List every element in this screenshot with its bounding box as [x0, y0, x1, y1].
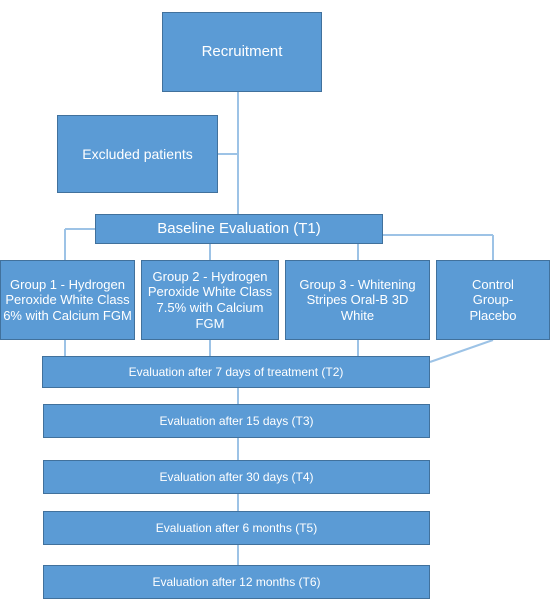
excluded-patients-box	[57, 115, 218, 193]
recruitment-box	[162, 12, 322, 92]
evaluation-t2-box	[42, 356, 430, 388]
evaluation-t5-label: Evaluation after 6 months (T5)	[155, 520, 318, 535]
group1-box	[0, 260, 135, 340]
excluded-patients-label: Excluded patients	[82, 145, 193, 162]
evaluation-t4-label: Evaluation after 30 days (T4)	[159, 469, 314, 484]
control-group-box	[436, 260, 550, 340]
evaluation-t3-box	[43, 404, 430, 438]
group1-label: Group 1 - Hydrogen Peroxide White Class 6% with Calcium FGM	[3, 276, 132, 323]
recruitment-label: Recruitment	[201, 43, 283, 60]
evaluation-t4-box	[43, 460, 430, 494]
control-group-label: Control Group-Placebo	[469, 276, 517, 323]
evaluation-t2-label: Evaluation after 7 days of treatment (T2)	[128, 364, 344, 379]
connector-control-t2	[430, 340, 493, 362]
baseline-evaluation-label: Baseline Evaluation (T1)	[157, 220, 321, 237]
evaluation-t5-box	[43, 511, 430, 545]
evaluation-t6-box	[43, 565, 430, 599]
group3-box	[285, 260, 430, 340]
evaluation-t6-label: Evaluation after 12 months (T6)	[152, 574, 321, 589]
group2-label: Group 2 - Hydrogen Peroxide White Class 7.5% with Calcium FGM	[147, 268, 273, 331]
group3-label: Group 3 - Whitening Stripes Oral-B 3D White	[299, 276, 416, 323]
evaluation-t3-label: Evaluation after 15 days (T3)	[159, 413, 314, 428]
baseline-evaluation-box	[95, 214, 383, 244]
group2-box	[141, 260, 279, 340]
